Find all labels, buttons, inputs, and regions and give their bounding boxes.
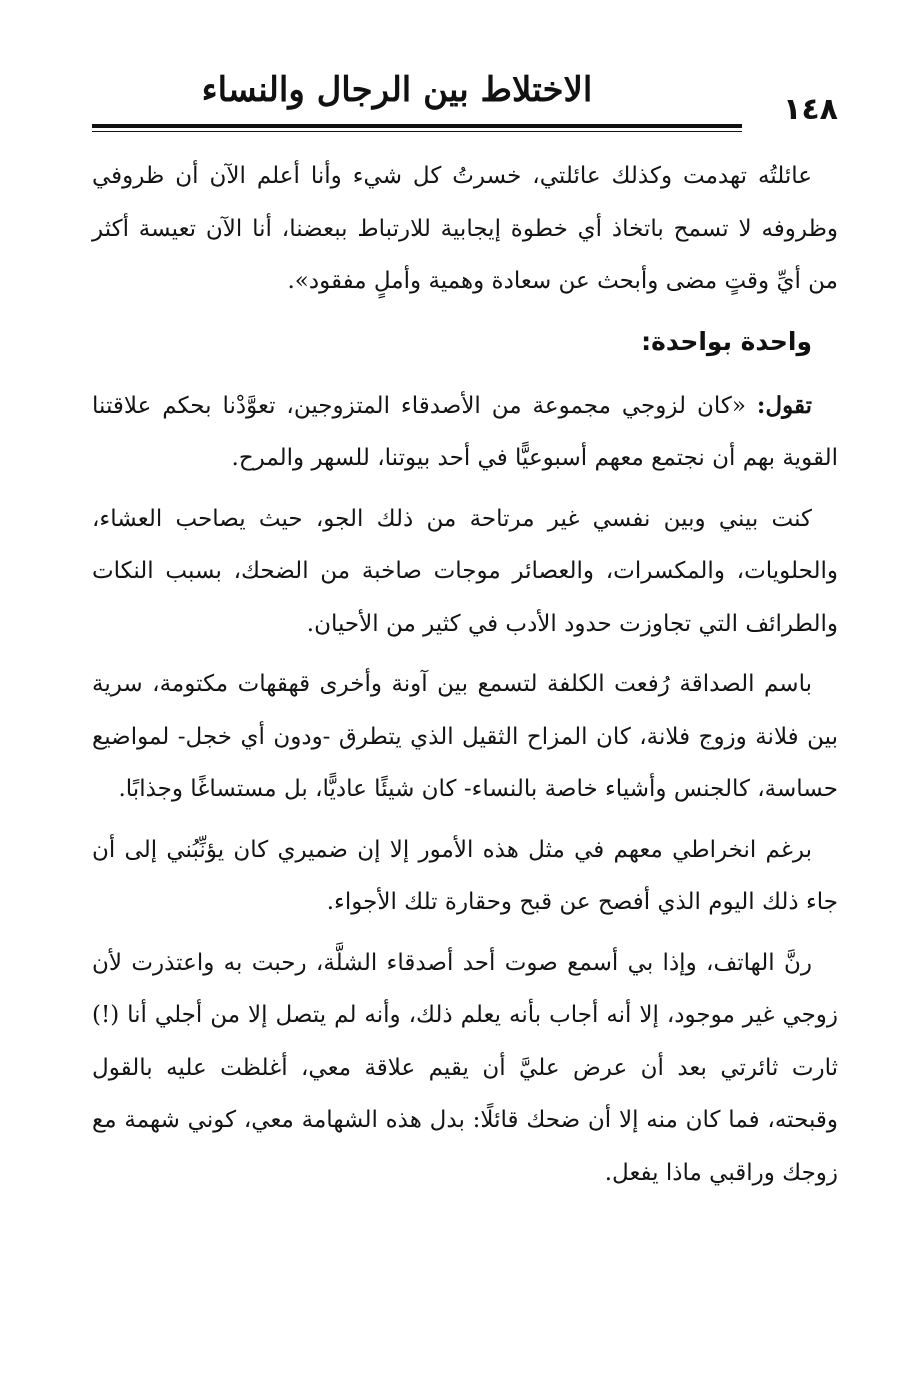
page-body (92, 150, 838, 1207)
page-number: ١٤٨ (783, 92, 838, 127)
page-header (92, 62, 838, 134)
header-rule (92, 124, 742, 128)
paragraph-2-text: «كان لزوجي مجموعة من الأصدقاء المتزوجين، تعوَّدْنا بحكم علاقتنا القوية بهم أن نجتمع معهم أسبوعيًّا في أحد بيوتنا، للسهر والمرح. (92, 392, 838, 471)
paragraph-4: باسم الصداقة رُفعت الكلفة لتسمع بين آونة وأخرى قهقهات مكتومة، سرية بين فلانة وزوج فلانة، كان المزاح الثقيل الذي يتطرق -ودون أي خجل- لمواضيع حساسة، كالجنس وأشياء خاصة بالنساء- كان شيئًا عاديًّا، بل مستساغًا وجذابًا. (92, 671, 838, 802)
header-rule-thin (92, 131, 742, 132)
paragraph-6: رنَّ الهاتف، وإذا بي أسمع صوت أحد أصدقاء الشلَّة، رحبت به واعتذرت لأن زوجي غير موجود، إلا أنه أجاب بأنه يعلم ذلك، وأنه لم يتصل إلا من أجلي أنا (!) ثارت ثائرتي بعد أن عرض عليَّ أن يقيم علاقة معي، أغلظت عليه بالقول وقبحته، فما كان منه إلا أن ضحك قائلًا: بدل هذه الشهامة معي، كوني شهمة مع زوجك وراقبي ماذا يفعل. (92, 949, 838, 1186)
running-title: الاختلاط بين الرجال والنساء (201, 70, 593, 110)
paragraph-2-lead: تقول: (756, 391, 812, 419)
section-heading: واحدة بواحدة: (641, 326, 812, 356)
paragraph-2 (92, 380, 838, 485)
paragraph-1: عائلتُه تهدمت وكذلك عائلتي، خسرتُ كل شيء وأنا أعلم الآن أن ظروفي وظروفه لا تسمح باتخاذ أي خطوة إيجابية للارتباط ببعضنا، أنا الآن تعيسة أكثر من أيِّ وقتٍ مضى وأبحث عن سعادة وهمية وأملٍ مفقود». (92, 163, 838, 294)
paragraph-3: كنت بيني وبين نفسي غير مرتاحة من ذلك الجو، حيث يصاحب العشاء، والحلويات، والمكسرات، والعصائر موجات صاخبة من الضحك، بسبب النكات والطرائف التي تجاوزت حدود الأدب في كثير من الأحيان. (92, 505, 838, 637)
paragraph-5: برغم انخراطي معهم في مثل هذه الأمور إلا إن ضميري كان يؤنِّبُني إلى أن جاء ذلك اليوم الذي أفصح عن قبح وحقارة تلك الأجواء. (92, 836, 838, 915)
